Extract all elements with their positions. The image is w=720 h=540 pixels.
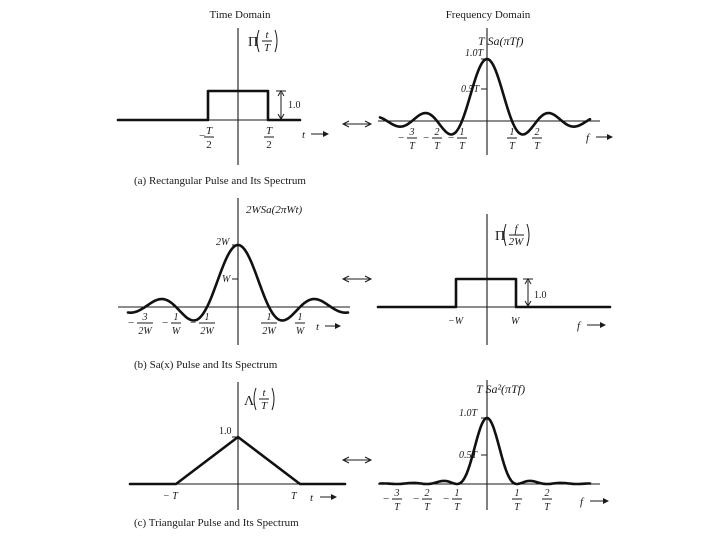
caption-b: (b) Sa(x) Pulse and Its Spectrum bbox=[134, 359, 278, 371]
row-a-freq-tick-den-0: T bbox=[409, 141, 415, 152]
row-a-level-top-label: 1.0T bbox=[465, 48, 484, 59]
row-b-time-tick-den-0: 2W bbox=[138, 326, 152, 337]
row-b-tick-neg: −W bbox=[448, 316, 464, 327]
row-b-time-tick-den-1: W bbox=[171, 326, 181, 337]
row-a-time-axis-label: t bbox=[302, 129, 306, 141]
row-a-freq-tick-num-2: 1 bbox=[459, 127, 465, 138]
row-b-time-tick-num-3: 1 bbox=[266, 312, 272, 323]
row-c-freq-tick-sign-1: − bbox=[413, 493, 420, 505]
row-b-time-title: 2WSa(2πWt) bbox=[246, 204, 303, 216]
row-b-time-tick-num-0: 3 bbox=[142, 312, 148, 323]
row-c-time-axis-label: t bbox=[310, 492, 314, 504]
caption-c: (c) Triangular Pulse and Its Spectrum bbox=[134, 517, 299, 529]
row-b-time-tick-sign-2: − bbox=[190, 317, 197, 329]
row-c-tick-pos: T bbox=[291, 491, 297, 502]
row-b-level-top-label: 2W bbox=[216, 237, 230, 248]
row-b-time-tick-num-2: 1 bbox=[204, 312, 210, 323]
row-b-time-axis-arrow-head bbox=[335, 323, 341, 329]
row-a-tick-pos-num: T bbox=[265, 125, 273, 137]
row-b-time-axis-label: t bbox=[316, 321, 320, 333]
row-a-level-half-label: 0.5T bbox=[461, 84, 480, 95]
frequency-domain-header: Frequency Domain bbox=[445, 9, 531, 21]
row-c-freq-tick-den-3: T bbox=[514, 502, 520, 513]
row-c-level-half-label-f: 0.5T bbox=[459, 450, 478, 461]
row-a-freq-panel bbox=[378, 28, 613, 155]
row-c-freq-axis-arrow-head bbox=[603, 498, 609, 504]
row-a-freq-tick-den-3: T bbox=[509, 141, 515, 152]
row-c-level-top-label-f: 1.0T bbox=[459, 408, 478, 419]
row-a-tick-neg-den: 2 bbox=[206, 139, 212, 151]
row-a-freq-tick-num-4: 2 bbox=[534, 127, 540, 138]
row-a-freq-tick-den-1: T bbox=[434, 141, 440, 152]
row-c-freq-tick-den-4: T bbox=[544, 502, 550, 513]
row-a-freq-tick-num-0: 3 bbox=[409, 127, 415, 138]
row-a-freq-tick-den-4: T bbox=[534, 141, 540, 152]
row-a-time-title-num: t bbox=[265, 29, 269, 41]
row-c-time-title-symbol: Λ bbox=[244, 394, 255, 409]
row-a-time-title-den: T bbox=[263, 42, 271, 54]
row-a-freq-tick-labels bbox=[398, 127, 542, 152]
row-a-time-title-symbol: Π bbox=[248, 35, 259, 50]
row-b-time-tick-den-4: W bbox=[295, 326, 305, 337]
row-b-time-tick-num-1: 1 bbox=[173, 312, 179, 323]
row-c-level-top-label: 1.0 bbox=[219, 426, 232, 437]
row-a-freq-title: T Sa(πTf) bbox=[478, 34, 524, 48]
row-a-sinc-spectrum bbox=[380, 59, 590, 135]
row-a-freq-tick-sign-2: − bbox=[448, 132, 455, 144]
row-c-freq-tick-num-4: 2 bbox=[544, 488, 550, 499]
row-b-time-tick-num-4: 1 bbox=[297, 312, 303, 323]
caption-a: (a) Rectangular Pulse and Its Spectrum bbox=[134, 175, 306, 187]
row-a-time-panel bbox=[118, 28, 329, 165]
row-c-freq-tick-den-2: T bbox=[454, 502, 460, 513]
row-a-pair-arrow bbox=[343, 121, 371, 127]
row-b-freq-axis-arrow-head bbox=[600, 322, 606, 328]
row-b-freq-axis-label: f bbox=[577, 320, 581, 332]
row-b-level-mid-label: W bbox=[222, 274, 231, 285]
row-c-freq-tick-den-0: T bbox=[394, 502, 400, 513]
row-a-height-label: 1.0 bbox=[288, 100, 301, 111]
row-c-freq-tick-num-2: 1 bbox=[454, 488, 460, 499]
row-a-tick-pos-den: 2 bbox=[266, 139, 272, 151]
row-b-freq-title-num: f bbox=[514, 223, 518, 235]
row-b-height-label: 1.0 bbox=[534, 290, 547, 301]
row-c-freq-tick-den-1: T bbox=[424, 502, 430, 513]
row-b-time-tick-labels bbox=[128, 312, 306, 337]
row-c-tick-neg: − T bbox=[163, 491, 178, 502]
time-domain-header: Time Domain bbox=[209, 9, 271, 21]
row-c-freq-tick-labels bbox=[383, 488, 552, 513]
row-b-time-tick-sign-1: − bbox=[162, 317, 169, 329]
row-c-freq-tick-num-1: 2 bbox=[424, 488, 430, 499]
row-a-freq-axis-label: f bbox=[586, 132, 590, 144]
row-a-freq-tick-num-3: 1 bbox=[509, 127, 515, 138]
row-a-freq-tick-num-1: 2 bbox=[434, 127, 440, 138]
row-b-freq-title-symbol: Π bbox=[495, 229, 506, 244]
row-a-freq-tick-den-2: T bbox=[459, 141, 465, 152]
row-b-time-tick-den-2: 2W bbox=[200, 326, 214, 337]
row-b-freq-panel bbox=[378, 214, 610, 345]
row-b-time-tick-den-3: 2W bbox=[262, 326, 276, 337]
row-b-time-tick-sign-0: − bbox=[128, 317, 135, 329]
row-a-freq-tick-sign-0: − bbox=[398, 132, 405, 144]
row-a-freq-tick-sign-1: − bbox=[423, 132, 430, 144]
row-b-tick-pos: W bbox=[511, 316, 520, 327]
row-b-freq-title-den: 2W bbox=[508, 236, 524, 248]
row-c-freq-tick-sign-0: − bbox=[383, 493, 390, 505]
row-b-freq-title-rparen bbox=[527, 224, 529, 246]
row-c-time-axis-arrow-head bbox=[331, 494, 337, 500]
row-b-time-panel bbox=[118, 198, 350, 345]
row-a-time-title-rparen bbox=[275, 30, 277, 52]
row-c-time-title-lparen bbox=[254, 388, 256, 410]
row-c-time-panel bbox=[130, 382, 345, 510]
row-b-pair-arrow bbox=[343, 276, 371, 282]
row-c-freq-title: T Sa²(πTf) bbox=[476, 382, 526, 396]
row-c-freq-axis-label: f bbox=[580, 496, 584, 508]
row-c-time-title-num: t bbox=[262, 387, 266, 399]
row-a-tick-neg-num: T bbox=[205, 125, 213, 137]
row-c-freq-tick-num-0: 3 bbox=[394, 488, 400, 499]
row-c-time-title-rparen bbox=[272, 388, 274, 410]
row-b-rect-spectrum bbox=[378, 279, 610, 307]
row-c-sinc-squared-spectrum bbox=[380, 418, 590, 484]
row-c-freq-panel bbox=[378, 380, 609, 513]
row-c-time-title-den: T bbox=[260, 400, 268, 412]
row-a-rect-pulse bbox=[118, 91, 300, 120]
row-a-tick-neg-sign: − bbox=[199, 130, 206, 142]
row-c-freq-tick-num-3: 1 bbox=[514, 488, 520, 499]
row-a-time-axis-arrow-head bbox=[323, 131, 329, 137]
row-c-freq-tick-sign-2: − bbox=[443, 493, 450, 505]
row-a-freq-axis-arrow-head bbox=[607, 134, 613, 140]
row-c-pair-arrow bbox=[343, 457, 371, 463]
